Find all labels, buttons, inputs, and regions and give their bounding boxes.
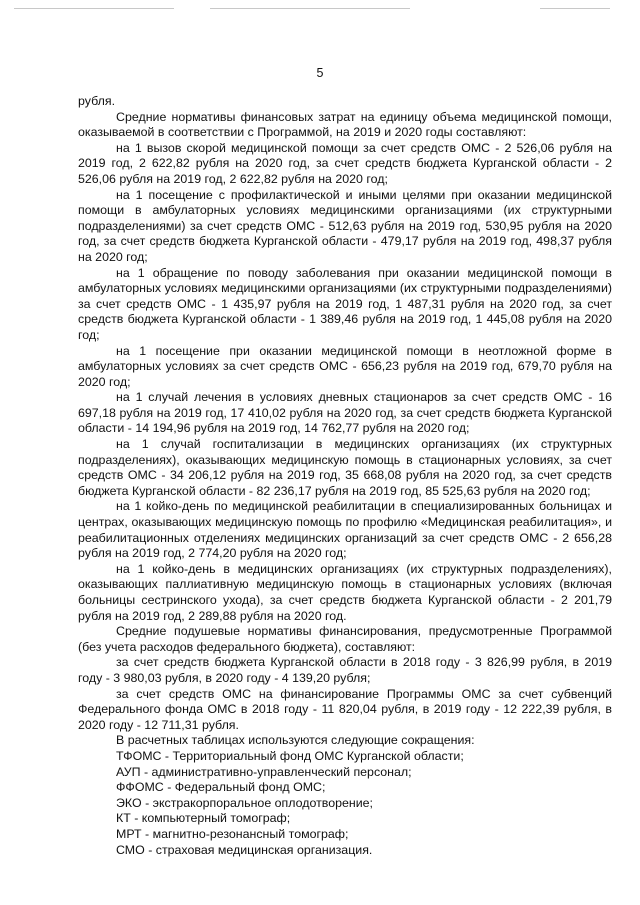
abbreviation-item: ЭКО - экстракорпоральное оплодотворение; bbox=[116, 795, 373, 810]
scan-artifact-line bbox=[540, 8, 610, 9]
abbreviation-item: ФФОМС - Федеральный фонд ОМС; bbox=[116, 780, 326, 795]
paragraph: на 1 посещение с профилактической и иными целями при оказании медицинской помощи в амбулаторных условиях медицинскими организациями (их структурными подразделениями) за счет средств ОМС - 512,63 рубля на 2019 год, 530,95 рубля на 2020 год, за счет средств бюджета Курганской области - 479,17 рубля на 2019 год, 498,37 рубля на 2020 год; bbox=[78, 187, 612, 264]
page-number: 5 bbox=[316, 66, 324, 80]
paragraph: на 1 койко-день по медицинской реабилитации в специализированных больницах и центрах, оказывающих медицинскую помощь по профилю «Медицинская реабилитация», и реабилитационных отделениях медицинских организаций за счет средств ОМС - 2 656,28 рубля на 2019 год, 2 774,20 рубля на 2020 год; bbox=[78, 499, 612, 561]
scan-artifact-line bbox=[210, 8, 410, 9]
document-body bbox=[78, 94, 612, 858]
abbreviation-intro: В расчетных таблицах используются следующие сокращения: bbox=[116, 733, 475, 748]
scan-artifact-line bbox=[14, 8, 174, 9]
abbreviation-item: СМО - страховая медицинская организация. bbox=[116, 842, 373, 857]
paragraph: на 1 обращение по поводу заболевания при оказании медицинской помощи в амбулаторных условиях медицинскими организациями (их структурными подразделениями) за счет средств ОМС - 1 435,97 рубля на 2019 год, 1 487,31 рубля на 2020 год, за счет средств бюджета Курганской области - 1 389,46 рубля на 2019 год, 1 445,08 рубля на 2020 год; bbox=[78, 265, 612, 342]
paragraph: рубля. bbox=[78, 94, 116, 108]
abbreviation-item: КТ - компьютерный томограф; bbox=[116, 811, 291, 826]
paragraph: Средние подушевые нормативы финансирования, предусмотренные Программой (без учета расходов федерального бюджета), составляют: bbox=[78, 624, 612, 654]
paragraph: на 1 посещение при оказании медицинской помощи в неотложной форме в амбулаторных условиях за счет средств ОМС - 656,23 рубля на 2019 год, 679,70 рубля на 2020 год; bbox=[78, 343, 612, 389]
abbreviation-item: ТФОМС - Территориальный фонд ОМС Курганской области; bbox=[116, 748, 464, 763]
paragraph: за счет средств ОМС на финансирование Программы ОМС за счет субвенций Федерального фонда ОМС в 2018 году - 11 820,04 рубля, в 2019 году - 12 222,39 рубля, в 2020 году - 12 711,31 рубля. bbox=[78, 686, 612, 732]
paragraph: на 1 случай лечения в условиях дневных стационаров за счет средств ОМС - 16 697,18 рубля на 2019 год, 17 410,02 рубля на 2020 год, за счет средств бюджета Курганской области - 14 194,96 рубля на 2019 год, 14 762,77 рубля на 2020 год; bbox=[78, 390, 612, 436]
paragraph: Средние нормативы финансовых затрат на единицу объема медицинской помощи, оказываемой в соответствии с Программой, на 2019 и 2020 годы составляют: bbox=[78, 109, 612, 140]
abbreviation-item: АУП - административно-управленческий персонал; bbox=[116, 764, 412, 779]
paragraph: за счет средств бюджета Курганской области в 2018 году - 3 826,99 рубля, в 2019 году - 3 980,03 рубля, в 2020 году - 4 139,20 рубля; bbox=[78, 655, 612, 685]
abbreviation-item: МРТ - магнитно-резонансный томограф; bbox=[116, 826, 349, 841]
paragraph: на 1 койко-день в медицинских организациях (их структурных подразделениях), оказывающих паллиативную медицинскую помощь в стационарных условиях (включая больницы сестринского ухода), за счет средств бюджета Курганской области - 2 201,79 рубля на 2019 год, 2 289,88 рубля на 2020 год. bbox=[78, 561, 612, 623]
paragraph: на 1 вызов скорой медицинской помощи за счет средств ОМС - 2 526,06 рубля на 2019 год, 2 622,82 рубля на 2020 год, за счет средств бюджета Курганской области - 2 526,06 рубля на 2019 год, 2 622,82 рубля на 2020 год; bbox=[78, 140, 612, 186]
paragraph: на 1 случай госпитализации в медицинских организациях (их структурных подразделениях), оказывающих медицинскую помощь в стационарных условиях, за счет средств ОМС - 34 206,12 рубля на 2019 год, 35 668,08 рубля на 2020 год, за счет средств бюджета Курганской области - 82 236,17 рубля на 2019 год, 85 525,63 рубля на 2020 год; bbox=[78, 437, 612, 498]
